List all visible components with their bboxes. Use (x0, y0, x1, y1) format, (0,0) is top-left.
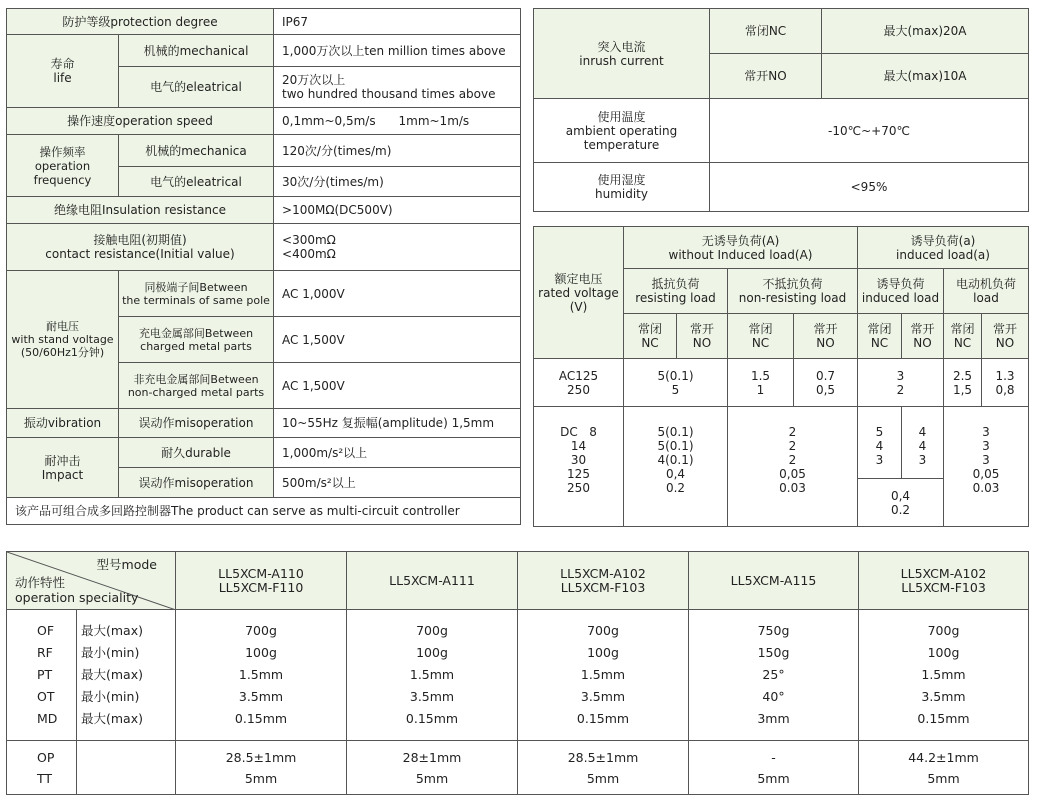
dc-induced-merged: 0,4 0.2 (858, 479, 944, 527)
life-mech-value: 1,000万次以上ten million times above (274, 35, 521, 67)
induced-sub-header: 诱导负荷 induced load (858, 269, 944, 314)
protection-label: 防护等级protection degree (7, 9, 274, 35)
protection-value: IP67 (274, 9, 521, 35)
impact-misop-value: 500m/s²以上 (274, 468, 521, 498)
freq-elec-label: 电气的eleatrical (119, 167, 274, 197)
model-5-op-tt: 44.2±1mm 5mm (859, 741, 1029, 795)
motor-header: 电动机负荷 load (944, 269, 1029, 314)
insulation-label: 绝缘电阻Insulation resistance (7, 197, 274, 224)
ambient-label: 使用温度 ambient operating temperature (534, 99, 710, 163)
life-elec-label: 电气的eleatrical (119, 67, 274, 108)
withstand-row-3-label: 非充电金属部间Between non-charged metal parts (119, 363, 274, 409)
dc-nonresisting: 2 2 2 0,05 0.03 (728, 407, 858, 527)
impact-durable-label: 耐久durable (119, 438, 274, 468)
vibration-label: 振动vibration (7, 409, 119, 438)
life-mech-label: 机械的mechanical (119, 35, 274, 67)
ac-nonresist-no: 0.7 0,5 (794, 359, 858, 407)
withstand-row-2-label: 充电金属部间Between charged metal parts (119, 317, 274, 363)
impact-durable-value: 1,000m/s²以上 (274, 438, 521, 468)
model-3-values: 700g 100g 1.5mm 3.5mm 0.15mm (518, 610, 689, 741)
spec-table (6, 8, 521, 525)
note: 该产品可组合成多回路控制器The product can serve as multi-circuit controller (7, 498, 521, 525)
humidity-value: <95% (710, 163, 1029, 212)
withstand-row-3-value: AC 1,500V (274, 363, 521, 409)
model-label: 型号mode (96, 557, 157, 572)
nc-header: 常闭 NC (624, 314, 677, 359)
model-1-values: 700g 100g 1.5mm 3.5mm 0.15mm (176, 610, 347, 741)
model-2-op-tt: 28±1mm 5mm (347, 741, 518, 795)
param2-limits (77, 741, 176, 795)
impact-label: 耐冲击 Impact (7, 438, 119, 498)
param-limits: 最大(max) 最小(min) 最大(max) 最小(min) 最大(max) (77, 610, 176, 741)
model-4-op-tt: - 5mm (689, 741, 859, 795)
withstand-row-1-label: 同极端子间Between the terminals of same pole (119, 271, 274, 317)
dc-induced-no: 4 4 3 (902, 407, 944, 479)
model-2-values: 700g 100g 1.5mm 3.5mm 0.15mm (347, 610, 518, 741)
param2-names: OP TT (7, 741, 77, 795)
resisting-header: 抵抗负荷 resisting load (624, 269, 728, 314)
impact-misop-label: 误动作misoperation (119, 468, 274, 498)
model-1-op-tt: 28.5±1mm 5mm (176, 741, 347, 795)
model-3-op-tt: 28.5±1mm 5mm (518, 741, 689, 795)
load-table (533, 226, 1029, 527)
life-elec-value: 20万次以上 two hundred thousand times above (274, 67, 521, 108)
operation-speciality-label: 动作特性 operation speciality (15, 575, 139, 605)
ac-induced: 3 2 (858, 359, 944, 407)
speed-value: 0,1mm~0,5m/s 1mm~1m/s (274, 108, 521, 135)
withstand-label: 耐电压 with stand voltage (50/60Hz1分钟) (7, 271, 119, 409)
env-table (533, 8, 1029, 212)
freq-mech-value: 120次/分(times/m) (274, 135, 521, 167)
corner-header (7, 552, 176, 610)
without-induced-header: 无诱导负荷(A) without Induced load(A) (624, 227, 858, 269)
withstand-row-1-value: AC 1,000V (274, 271, 521, 317)
model-4-values: 750g 150g 25° 40° 3mm (689, 610, 859, 741)
model-header-5: LL5XCM-A102 LL5XCM-F103 (859, 552, 1029, 610)
model-table (6, 551, 1029, 795)
no-header: 常开 NO (902, 314, 944, 359)
nonresisting-header: 不抵抗负荷 non-resisting load (728, 269, 858, 314)
vibration-value: 10~55Hz 复振幅(amplitude) 1,5mm (274, 409, 521, 438)
vibration-sub-label: 误动作misoperation (119, 409, 274, 438)
model-header-4: LL5XCM-A115 (689, 552, 859, 610)
inrush-label: 突入电流 inrush current (534, 9, 710, 99)
no-header: 常开 NO (677, 314, 728, 359)
ac-nonresist-nc: 1.5 1 (728, 359, 794, 407)
model-5-values: 700g 100g 1.5mm 3.5mm 0.15mm (859, 610, 1029, 741)
inrush-nc-value: 最大(max)20A (822, 9, 1029, 54)
freq-elec-value: 30次/分(times/m) (274, 167, 521, 197)
inrush-no-value: 最大(max)10A (822, 54, 1029, 99)
model-header-3: LL5XCM-A102 LL5XCM-F103 (518, 552, 689, 610)
dc-induced-nc: 5 4 3 (858, 407, 902, 479)
inrush-no-label: 常开NO (710, 54, 822, 99)
nc-header: 常闭 NC (858, 314, 902, 359)
dc-resisting: 5(0.1) 5(0.1) 4(0.1) 0,4 0.2 (624, 407, 728, 527)
freq-mech-label: 机械的mechanica (119, 135, 274, 167)
insulation-value: >100MΩ(DC500V) (274, 197, 521, 224)
model-header-1: LL5XCM-A110 LL5XCM-F110 (176, 552, 347, 610)
humidity-label: 使用湿度 humidity (534, 163, 710, 212)
ac-resisting: 5(0.1) 5 (624, 359, 728, 407)
model-header-2: LL5XCM-A111 (347, 552, 518, 610)
dc-voltages: DC 8 14 30 125 250 (534, 407, 624, 527)
dc-motor: 3 3 3 0,05 0.03 (944, 407, 1029, 527)
ac-motor-nc: 2.5 1,5 (944, 359, 982, 407)
no-header: 常开 NO (982, 314, 1029, 359)
induced-header: 诱导负荷(a) induced load(a) (858, 227, 1029, 269)
param-names: OF RF PT OT MD (7, 610, 77, 741)
contact-label: 接触电阻(初期值) contact resistance(Initial value) (7, 224, 274, 271)
speed-label: 操作速度operation speed (7, 108, 274, 135)
life-label: 寿命 life (7, 35, 119, 108)
rated-voltage-label: 额定电压 rated voltage (V) (534, 227, 624, 359)
no-header: 常开 NO (794, 314, 858, 359)
ac-motor-no: 1.3 0,8 (982, 359, 1029, 407)
nc-header: 常闭 NC (944, 314, 982, 359)
nc-header: 常闭 NC (728, 314, 794, 359)
withstand-row-2-value: AC 1,500V (274, 317, 521, 363)
frequency-label: 操作频率 operation frequency (7, 135, 119, 197)
ac-voltage: AC125 250 (534, 359, 624, 407)
ambient-value: -10℃~+70℃ (710, 99, 1029, 163)
contact-value: <300mΩ <400mΩ (274, 224, 521, 271)
inrush-nc-label: 常闭NC (710, 9, 822, 54)
